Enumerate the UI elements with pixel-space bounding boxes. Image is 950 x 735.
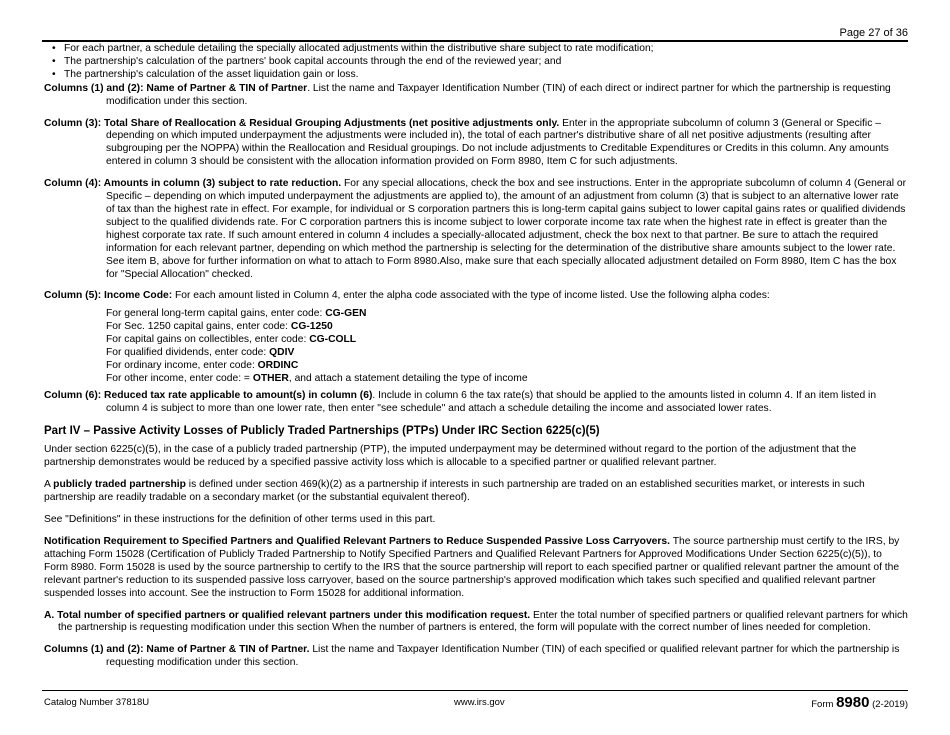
income-code-item: For ordinary income, enter code: ORDINC xyxy=(106,359,299,371)
form-number: 8980 xyxy=(836,694,870,711)
list-item: • The partnership's calculation of the asset liquidation gain or loss. xyxy=(64,69,908,82)
column-4-label: Column (4): Amounts in column (3) subject to rate reduction. xyxy=(44,178,342,190)
columns-1-2-text: . List the name and Taxpayer Identification Number (TIN) of each direct or indirect partner for which the partnership is requesting modification under this section. xyxy=(106,82,891,107)
columns-1-2-instruction xyxy=(44,83,908,109)
column-3-label: Column (3): Total Share of Reallocation & Residual Grouping Adjustments (net positive adjustments only. xyxy=(44,117,560,129)
income-code-item: For general long-term capital gains, enter code: CG-GEN xyxy=(106,308,367,320)
catalog-number: Catalog Number 37818U xyxy=(44,697,150,708)
income-code-item: For qualified dividends, enter code: QDIV xyxy=(106,347,295,359)
part-4-columns-1-2-instruction: Columns (1) and (2): Name of Partner & TIN of Partner. List the name and Taxpayer Identification Number (TIN) of each specified or qualified relevant partner for which the partnership is requesting modification under this section. xyxy=(44,644,900,669)
column-6-label: Column (6): Reduced tax rate applicable to amount(s) in column (6) xyxy=(44,389,373,401)
attachment-bullet-list xyxy=(44,43,908,82)
column-3-text: Enter in the appropriate subcolumn of column 3 (General or Specific – depending on which imputed underpayment the adjustments were included in), the total of each partner's distributive share of all net positive adjustments (resulting after subgrouping per the NOPPA) within the Reallocation and Residual groupings. Do not include adjustments to Creditable Expenditures or Credits in this column. Any amounts entered in column 3 should be consistent with the allocation information provided on Form 8980, Item C for such adjustments. xyxy=(106,117,889,168)
column-5-label: Column (5): Income Code: xyxy=(44,290,173,302)
column-5-text: For each amount listed in Column 4, enter the alpha code associated with the type of income listed. Use the following alpha codes: xyxy=(172,290,770,302)
income-code-item: For other income, enter code: = OTHER, and attach a statement detailing the type of income xyxy=(106,372,528,384)
column-4-instruction xyxy=(44,178,908,281)
list-item: • For each partner, a schedule detailing the specially allocated adjustments within the distributive share subject to rate modification; xyxy=(64,43,908,56)
notification-requirement-paragraph: Notification Requirement to Specified Partners and Qualified Relevant Partners to Reduce Suspended Passive Loss Carryovers. The source partnership must certify to the IRS, by attaching Form 15028 (Certification of Publicly Traded Partnership to Notify Specified Partners and Qualified Relevant Partners for Approved Modifications Under Section 6225(c)(5)), to Form 8980. Form 15028 is used by the source partnership to certify to the IRS that the source partnership will report to each specified partner or qualified relevant partner the amount of the relevant partner's reduction to its suspended passive loss carryover, based on the source partnership's approved modification which takes such specified and qualified relevant partner suspended losses into account. See the instruction to Form 15028 for additional information. xyxy=(44,536,900,599)
page-number: Page 27 of 36 xyxy=(839,27,908,39)
definitions-reference-paragraph: See "Definitions" in these instructions for the definition of other terms used in this part. xyxy=(44,514,436,526)
column-5-instruction xyxy=(44,290,908,303)
item-a-instruction: A. Total number of specified partners or qualified relevant partners under this modification request. Enter the total number of specified partners or qualified relevant partners for which the partnership is requesting modification under this section When the number of partners is entered, the form will populate with the correct number of lines needed for completion. xyxy=(44,609,908,634)
column-4-text: For any special allocations, check the box and see instructions. Enter in the appropriate subcolumn of column 4 (General or Specific – depending on which imputed underpayment the adjustments are applied to), the amount of an adjustment from column (3) that is subject to an alternative lower rate of tax than the highest rate in effect. For example, for individual or S corporation partners this is long-term capital gains subject to lower capital gains rates or qualified dividends subject to the qualified dividends rate. For C corporation partners this is income subject to lower corporate income tax rate when the highest rate in effect is greater than the highest corporate tax rate. If such amount entered in column 4 includes a specially-allocated adjustment, check the box next to that partner. Be sure to attach the required information for each relevant partner, depending on which method the partnership is selecting for the determination of the distributive share amounts subject to the lower rate. See item B, above for further information on what to attach to Form 8980.Also, make sure that each specially allocated adjustment detailed on Form 8980, Item C has the box for "Special Allocation" checked. xyxy=(106,178,907,280)
column-3-instruction xyxy=(44,118,908,170)
ptp-definition-paragraph: A publicly traded partnership is defined under section 469(k)(2) as a partnership if interests in such partnership are traded on an established securities market, or interests in such partnership are readily tradable on a secondary market (or the substantial equivalent thereof). xyxy=(44,479,865,504)
list-item: • The partnership's calculation of the partners' book capital accounts through the end of the reviewed year; and xyxy=(64,56,908,69)
column-6-instruction xyxy=(44,390,908,416)
income-code-item: For Sec. 1250 capital gains, enter code: CG-1250 xyxy=(106,321,333,333)
income-code-list xyxy=(106,308,908,385)
form-identifier: Form 8980 (2-2019) xyxy=(811,694,908,711)
top-rule xyxy=(42,40,908,42)
irs-website-link[interactable]: www.irs.gov xyxy=(454,697,505,708)
income-code-item: For capital gains on collectibles, enter code: CG-COLL xyxy=(106,334,357,346)
columns-1-2-label: Columns (1) and (2): Name of Partner & TIN of Partner xyxy=(44,82,308,94)
footer-rule xyxy=(42,690,908,691)
part-4-heading: Part IV – Passive Activity Losses of Publicly Traded Partnerships (PTPs) Under IRC Section 6225(c)(5) xyxy=(44,424,600,437)
part-4-intro-paragraph: Under section 6225(c)(5), in the case of a publicly traded partnership (PTP), the imputed underpayment may be determined without regard to the portion of the adjustment that the partnership demonstrates would be reduced by a specified passive activity loss which is allocable to a specified partner or qualified relevant partner. xyxy=(44,444,857,469)
instructions-body xyxy=(44,43,908,679)
column-6-text: . Include in column 6 the tax rate(s) that should be applied to the amounts listed in column 4. If an item listed in column 4 is subject to more than one lower rate, then enter "see schedule" and attach a schedule detailing the income and associated lower rates. xyxy=(106,389,877,414)
